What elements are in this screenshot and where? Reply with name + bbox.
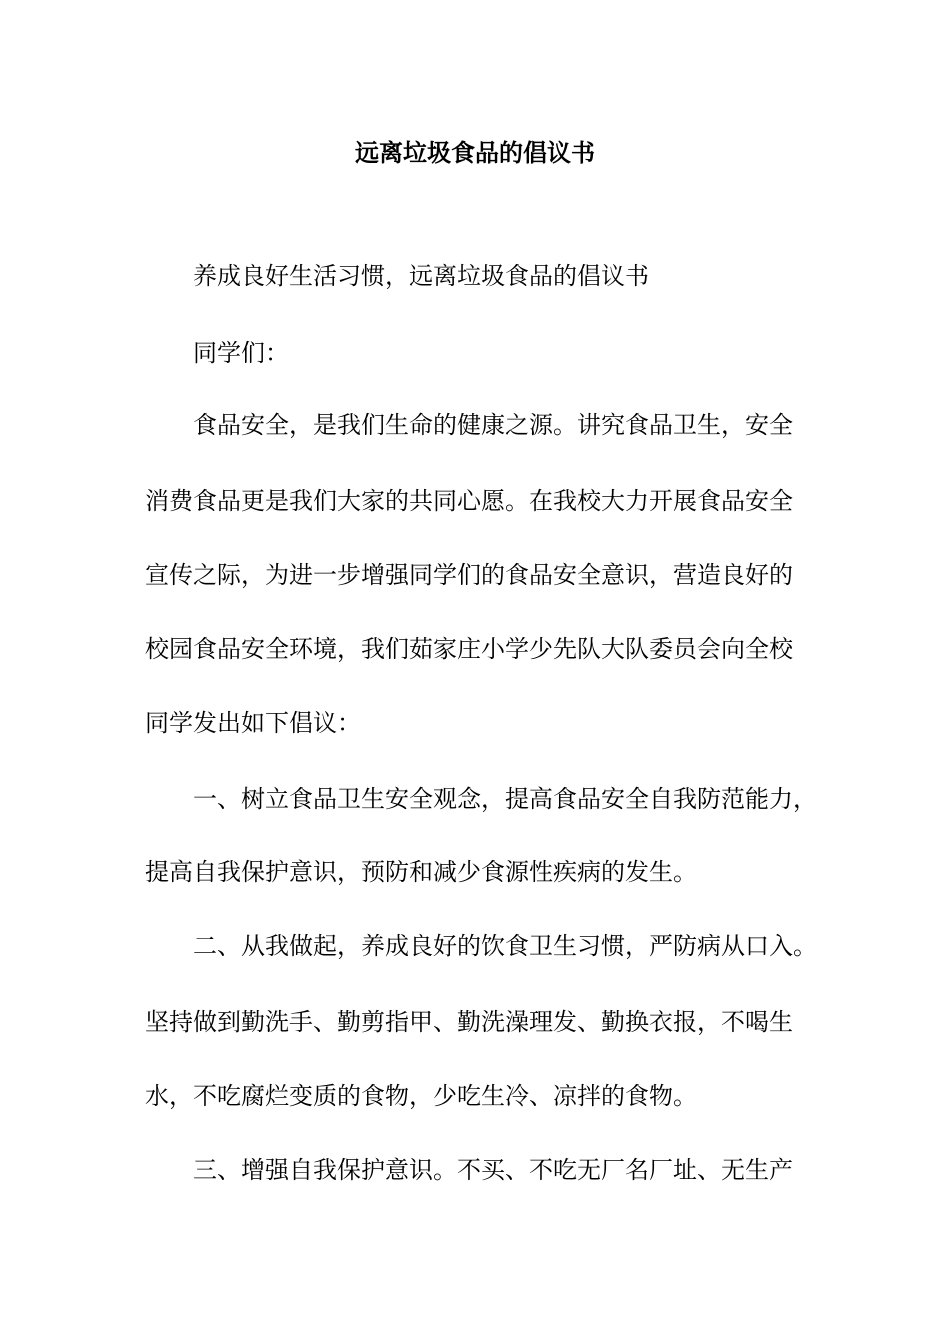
paragraph-line: 一、树立食品卫生安全观念，提高食品安全自我防范能力，	[193, 785, 817, 813]
paragraph-line: 校园食品安全环境，我们茹家庄小学少先队大队委员会向全校	[145, 635, 793, 663]
paragraph-line: 宣传之际，为进一步增强同学们的食品安全意识，营造良好的	[145, 561, 793, 589]
paragraph-line: 食品安全，是我们生命的健康之源。讲究食品卫生，安全	[193, 411, 793, 439]
paragraph-line: 三、增强自我保护意识。不买、不吃无厂名厂址、无生产	[193, 1156, 793, 1184]
paragraph-line: 消费食品更是我们大家的共同心愿。在我校大力开展食品安全	[145, 487, 793, 515]
paragraph-line: 坚持做到勤洗手、勤剪指甲、勤洗澡理发、勤换衣报，不喝生	[145, 1008, 793, 1036]
paragraph-line: 提高自我保护意识，预防和减少食源性疾病的发生。	[145, 858, 697, 886]
subtitle-line: 养成良好生活习惯，远离垃圾食品的倡议书	[193, 262, 649, 290]
document-title: 远离垃圾食品的倡议书	[355, 138, 595, 167]
salutation-line: 同学们：	[193, 339, 289, 367]
paragraph-line: 水，不吃腐烂变质的食物，少吃生冷、凉拌的食物。	[145, 1082, 697, 1110]
paragraph-line: 同学发出如下倡议：	[145, 709, 361, 737]
paragraph-line: 二、从我做起，养成良好的饮食卫生习惯，严防病从口入。	[193, 932, 817, 960]
